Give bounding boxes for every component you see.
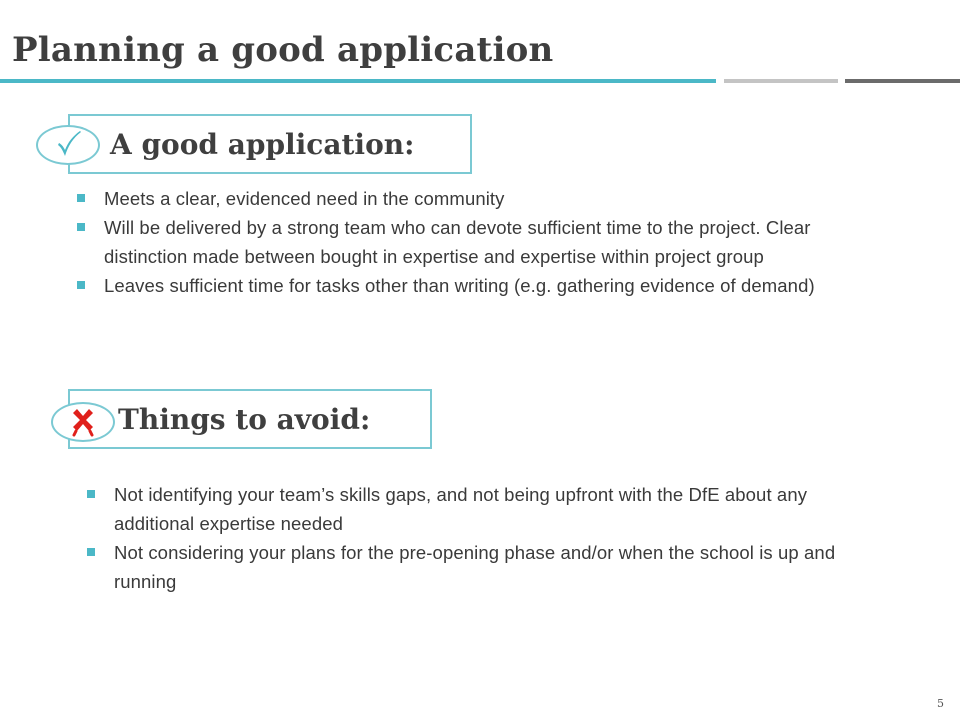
good-application-heading: A good application:	[110, 128, 415, 161]
list-item-text: Will be delivered by a strong team who can devote sufficient time to the project. Clear distinction made between bought in expertise and expertise within project group	[104, 217, 811, 267]
checkmark-icon-badge	[36, 125, 100, 165]
list-item	[86, 538, 876, 596]
bullet-square-icon	[77, 281, 85, 289]
good-application-list	[76, 184, 896, 300]
list-item	[76, 213, 896, 271]
title-underline-light-gray	[724, 79, 838, 83]
list-item-text: Not considering your plans for the pre-opening phase and/or when the school is up and running	[114, 542, 836, 592]
title-underline-dark-gray	[845, 79, 960, 83]
cross-icon-badge	[51, 402, 115, 442]
checkmark-icon	[38, 127, 98, 163]
things-to-avoid-list	[86, 480, 876, 596]
list-item	[86, 480, 876, 538]
list-item	[76, 271, 896, 300]
list-item-text: Leaves sufficient time for tasks other than writing (e.g. gathering evidence of demand)	[104, 275, 815, 296]
bullet-square-icon	[77, 194, 85, 202]
things-to-avoid-header-box	[68, 389, 432, 449]
good-application-header-box	[68, 114, 472, 174]
title-underline-teal	[0, 79, 716, 83]
bullet-square-icon	[87, 548, 95, 556]
slide-title: Planning a good application	[12, 30, 554, 70]
page-number: 5	[937, 697, 944, 710]
list-item	[76, 184, 896, 213]
things-to-avoid-heading: Things to avoid:	[118, 403, 371, 436]
bullet-square-icon	[87, 490, 95, 498]
bullet-square-icon	[77, 223, 85, 231]
list-item-text: Meets a clear, evidenced need in the community	[104, 188, 505, 209]
list-item-text: Not identifying your team’s skills gaps, and not being upfront with the DfE about any additional expertise needed	[114, 484, 808, 534]
cross-icon	[53, 404, 113, 440]
